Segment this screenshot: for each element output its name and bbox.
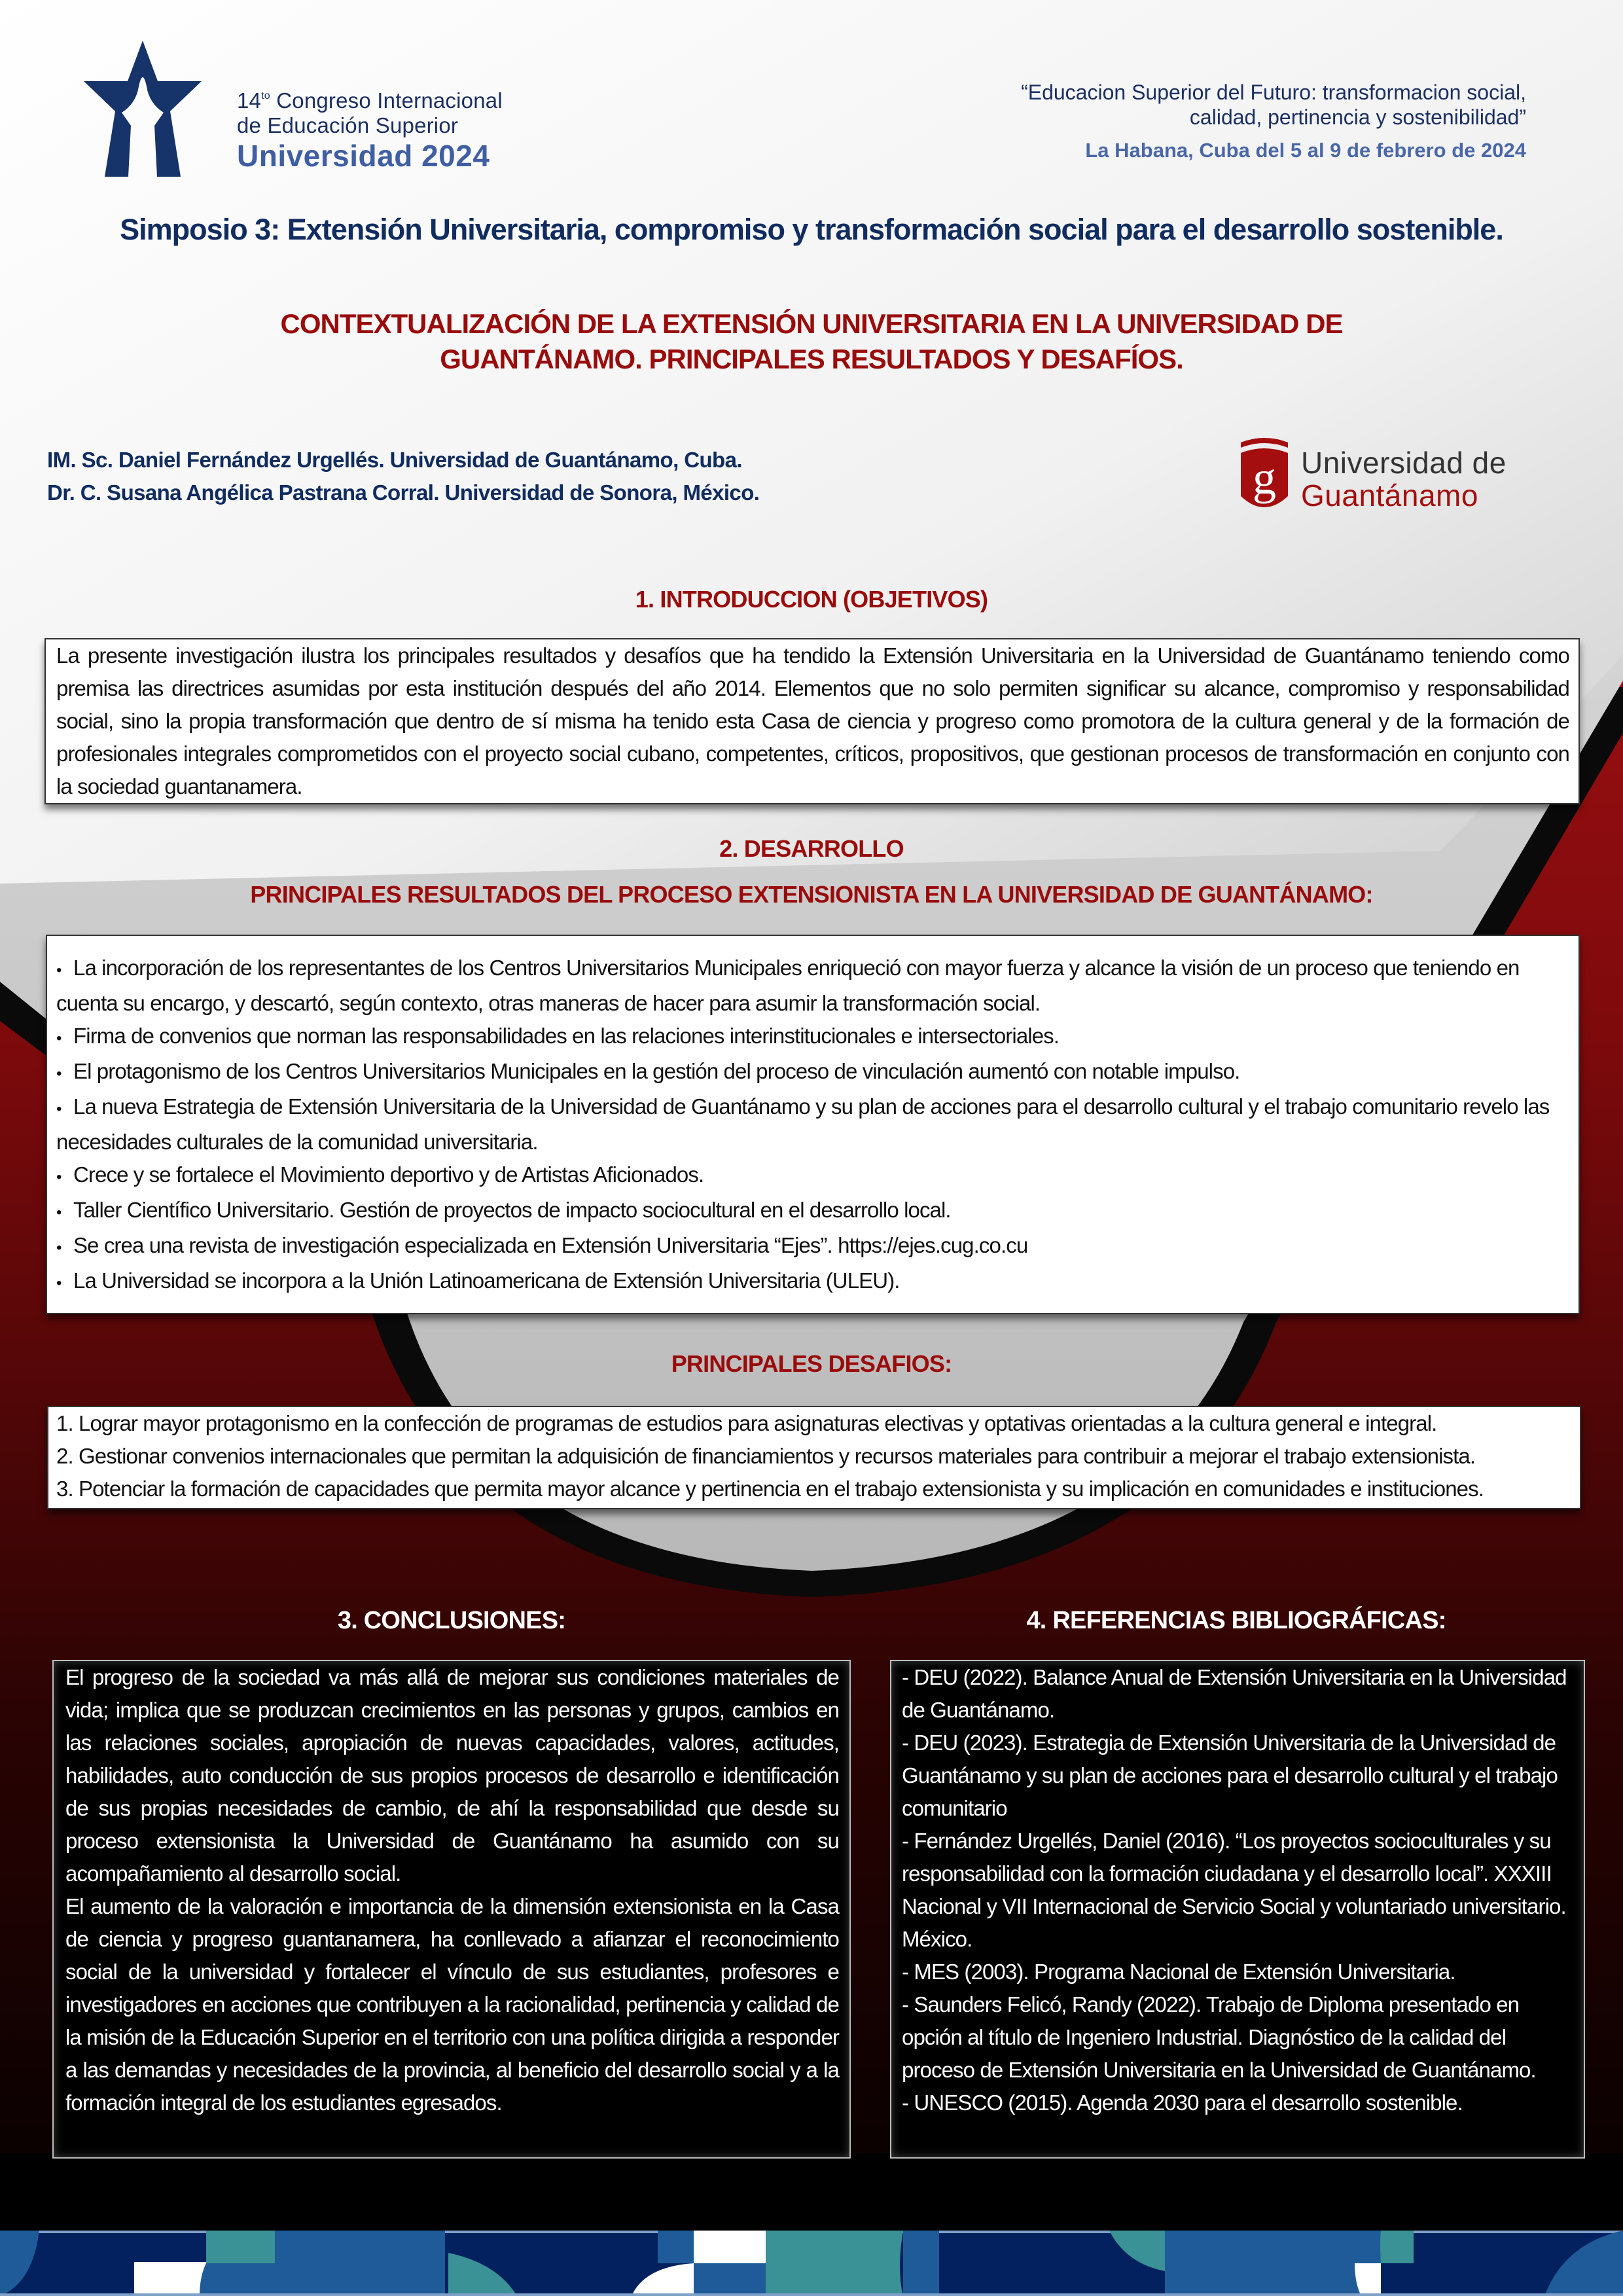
bullet-icon: •: [56, 1065, 62, 1083]
congress-title: [237, 84, 503, 173]
challenges-title: PRINCIPALES DESAFIOS:: [671, 1350, 952, 1377]
reference-item: - Saunders Felicó, Randy (2022). Trabajo de Diploma presentado en opción al título de Ingeniero Industrial. Diagnóstico de la calidad del proceso de Extensión Universitaria en la Universidad de Guantánamo.: [902, 1992, 1536, 2082]
result-text: Se crea una revista de investigación especializada en Extensión Universitaria “Ejes”. https://ejes.cug.co.cu: [73, 1233, 1028, 1257]
challenge-item: 1. Lograr mayor protagonismo en la confección de programas de estudios para asignaturas electivas y optativas orientadas a la cultura general e integral.: [56, 1411, 1437, 1435]
conclusion-paragraph: El aumento de la valoración e importancia de la dimensión extensionista en la Casa de ciencia y progreso guantanamera, ha conllevado a afianzar el reconocimiento social de la universidad y fortalecer el vínculo de sus estudiantes, profesores e investigadores en acciones que contribuyen a la racionalidad, pertinencia y calidad de la misión de la Educación Superior en el territorio con una política dirigida a responder a las demandas y necesidades de la provincia, al beneficio del desarrollo social y a la formación integral de los estudiantes egresados.: [65, 1894, 839, 2115]
congress-ordinal-suffix: to: [261, 90, 270, 101]
poster-title: [0, 306, 1623, 377]
bullet-icon: •: [56, 1100, 62, 1118]
footer-shape: [134, 2262, 206, 2296]
congress-motto: [1021, 80, 1526, 130]
references-box: [890, 1660, 1585, 2159]
congress-venue: La Habana, Cuba del 5 al 9 de febrero de 2024: [1085, 139, 1526, 162]
result-item: [56, 1055, 1569, 1090]
bullet-icon: •: [56, 1274, 62, 1292]
conclusion-paragraph: El progreso de la sociedad va más allá de mejorar sus condiciones materiales de vida; implica que se produzcan crecimientos en las personas y grupos, cambios en las relaciones sociales, apropiación de nuevas capacidades, valores, actitudes, habilidades, auto conducción de sus propios procesos de desarrollo e identificación de sus propias necesidades de cambio, de ahí la responsabilidad que desde su proceso extensionista la Universidad de Guantánamo ha asumido con su acompañamiento al desarrollo social.: [65, 1665, 839, 1886]
result-item: [56, 1090, 1569, 1158]
results-box: [46, 935, 1580, 1314]
footer-pattern: [0, 2231, 1623, 2296]
footer-shape: [1165, 2231, 1381, 2296]
bullet-icon: •: [56, 1239, 62, 1257]
results-title: PRINCIPALES RESULTADOS DEL PROCESO EXTENSIONISTA EN LA UNIVERSIDAD DE GUANTÁNAMO:: [250, 881, 1373, 908]
bullet-icon: •: [56, 961, 62, 979]
conclusions-title: 3. CONCLUSIONES:: [337, 1607, 566, 1634]
university-logo: [1241, 432, 1529, 517]
author-1: IM. Sc. Daniel Fernández Urgellés. Universidad de Guantánamo, Cuba.: [47, 448, 742, 472]
footer-shape: [903, 2231, 939, 2296]
congress-line3: Universidad 2024: [237, 139, 490, 173]
result-text: La incorporación de los representantes de los Centros Universitarios Municipales enriqueció con mayor fuerza y alcance la visión de un proceso que teniendo en cuenta su encargo, y descartó, según contexto, otras maneras de hacer para asumir la transformación social.: [56, 956, 1520, 1015]
footer-shape: [694, 2263, 766, 2296]
poster-title-line1: CONTEXTUALIZACIÓN DE LA EXTENSIÓN UNIVERSITARIA EN LA UNIVERSIDAD DE: [280, 308, 1343, 339]
footer-shape: [694, 2231, 766, 2263]
reference-item: - MES (2003). Programa Nacional de Extensión Universitaria.: [902, 1960, 1455, 1984]
challenge-item: 3. Potenciar la formación de capacidades que permita mayor alcance y pertinencia en el trabajo extensionista y su implicación en comunidades e instituciones.: [56, 1477, 1484, 1501]
poster-title-line2: GUANTÁNAMO. PRINCIPALES RESULTADOS Y DESAFÍOS.: [440, 344, 1183, 374]
motto-line1: “Educacion Superior del Futuro: transformacion social,: [1021, 81, 1526, 104]
footer-shape: [766, 2231, 903, 2296]
introduction-text: La presente investigación ilustra los principales resultados y desafíos que ha tendido la Extensión Universitaria en la Universidad de Guantánamo teniendo como premisa las directrices asumidas por esta institución después del año 2014. Elementos que no solo permiten significar su alcance, compromiso y responsabilidad social, sino la propia transformación que dentro de sí misma ha tenido esta Casa de ciencia y progreso como promotora de la cultura general y de la formación de profesionales integrales comprometidos con el proyecto social cubano, competentes, críticos, propositivos, que gestionan procesos de transformación en conjunto con la sociedad guantanamera.: [56, 643, 1569, 798]
authors: [47, 444, 759, 509]
challenge-item: 2. Gestionar convenios internacionales que permitan la adquisición de financiamientos y recursos materiales para contribuir a mejorar el trabajo extensionista.: [56, 1444, 1476, 1468]
reference-item: - Fernández Urgellés, Daniel (2016). “Los proyectos socioculturales y su responsabilidad con la formación ciudadana y el desarrollo local”. XXXIII Nacional y VII Internacional de Servicio Social y voluntariado universitario. México.: [902, 1829, 1566, 1951]
result-item: [56, 1194, 1569, 1229]
reference-item: - DEU (2023). Estrategia de Extensión Universitaria de la Universidad de Guantánamo y su plan de acciones para el desarrollo cultural y el trabajo comunitario: [902, 1731, 1558, 1820]
reference-item: - UNESCO (2015). Agenda 2030 para el desarrollo sostenible.: [902, 2090, 1463, 2115]
symposium-title: Simposio 3: Extensión Universitaria, compromiso y transformación social para el desarrollo sostenible.: [120, 213, 1503, 246]
introduction-box: [45, 638, 1580, 804]
result-text: El protagonismo de los Centros Universitarios Municipales en la gestión del proceso de vinculación aumentó con notable impulso.: [73, 1059, 1240, 1083]
author-2: Dr. C. Susana Angélica Pastrana Corral. Universidad de Sonora, México.: [47, 480, 760, 505]
development-title: 2. DESARROLLO: [719, 835, 904, 862]
university-glyph: g: [1253, 452, 1276, 504]
result-item: [56, 1158, 1569, 1194]
reference-item: - DEU (2022). Balance Anual de Extensión Universitaria en la Universidad de Guantánamo.: [902, 1665, 1567, 1722]
result-text: Crece y se fortalece el Movimiento deportivo y de Artistas Aficionados.: [73, 1162, 704, 1187]
university-name-line1: Universidad de: [1301, 446, 1507, 480]
bullet-icon: •: [56, 1168, 62, 1186]
star-icon: [84, 41, 202, 177]
result-text: La nueva Estrategia de Extensión Universitaria de la Universidad de Guantánamo y su plan de acciones para el desarrollo cultural y el trabajo comunitario revelo las necesidades culturales de la comunidad universitaria.: [56, 1094, 1550, 1154]
conclusions-box: [52, 1660, 851, 2159]
footer-shape: [658, 2231, 694, 2263]
university-shield-icon: [1241, 433, 1288, 513]
result-text: Taller Científico Universitario. Gestión de proyectos de impacto sociocultural en el desarrollo local.: [73, 1198, 951, 1222]
references-title: 4. REFERENCIAS BIBLIOGRÁFICAS:: [1026, 1607, 1446, 1634]
motto-line2: calidad, pertinencia y sostenibilidad”: [1189, 105, 1526, 129]
bullet-icon: •: [56, 1204, 62, 1221]
result-text: Firma de convenios que norman las responsabilidades en las relaciones interinstitucionales e intersectoriales.: [73, 1024, 1060, 1048]
result-item: [56, 952, 1569, 1020]
challenges-box: [47, 1406, 1581, 1509]
footer-shape: [1380, 2231, 1414, 2263]
result-item: [56, 1265, 1569, 1300]
result-text: La Universidad se incorpora a la Unión Latinoamericana de Extensión Universitaria (ULEU).: [73, 1268, 900, 1293]
university-name-line2: Guantánamo: [1301, 478, 1478, 512]
congress-line1: Congreso Internacional: [276, 88, 503, 113]
congress-ordinal: 14: [237, 88, 262, 113]
footer-shape: [206, 2231, 277, 2263]
footer-bottom-line: [0, 2293, 1623, 2296]
congress-line2: de Educación Superior: [237, 113, 459, 137]
result-item: [56, 1229, 1569, 1265]
congress-star-logo: [84, 41, 202, 177]
result-item: [56, 1020, 1569, 1055]
bullet-icon: •: [56, 1030, 62, 1047]
bg-bottom-black: [0, 2153, 1623, 2232]
introduction-title: 1. INTRODUCCION (OBJETIVOS): [635, 586, 988, 613]
